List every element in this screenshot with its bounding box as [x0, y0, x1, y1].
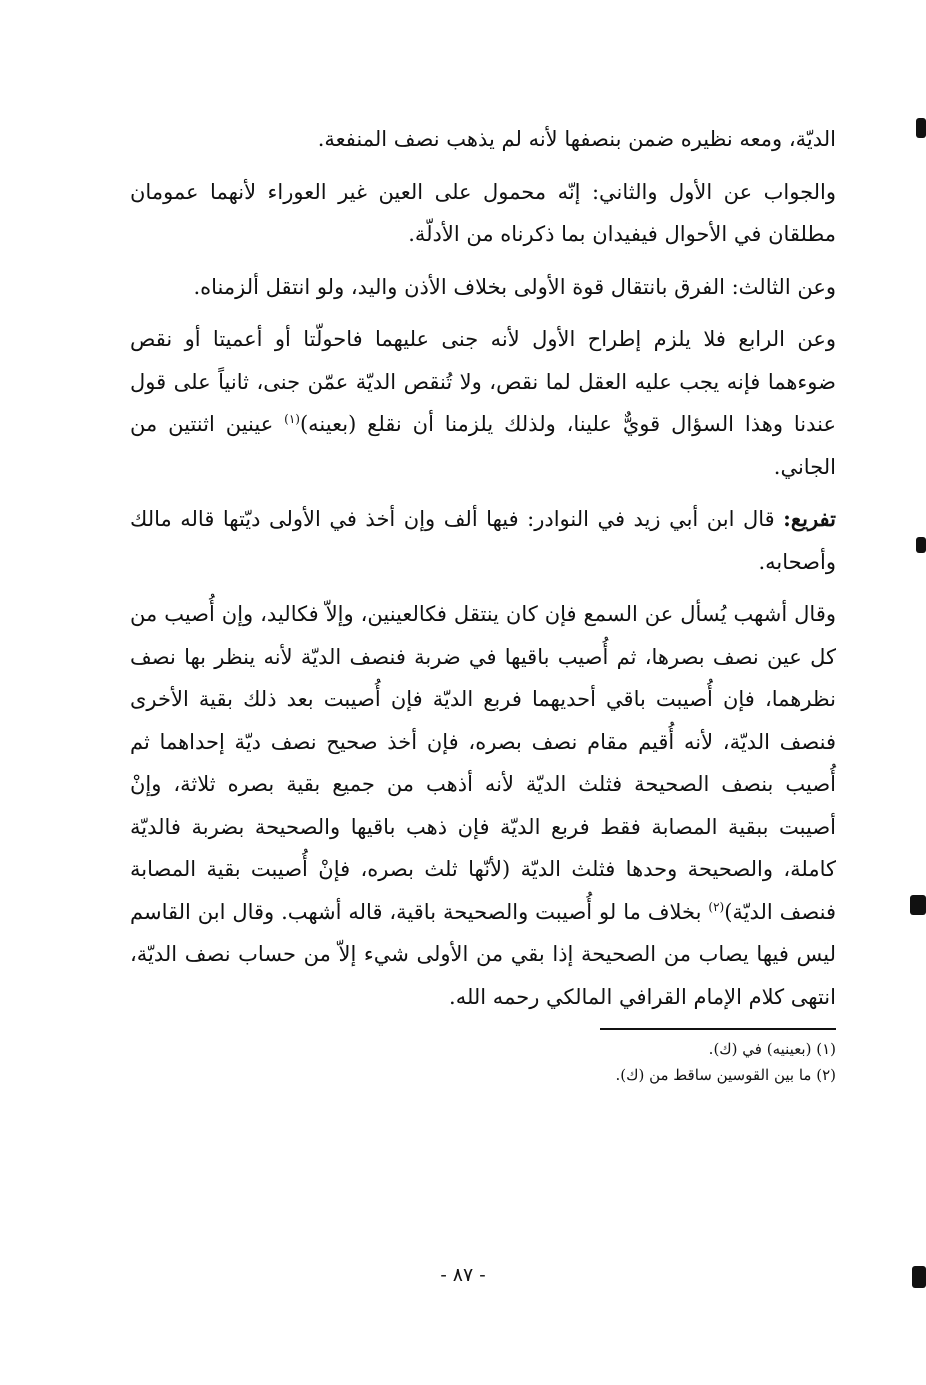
paragraph-2 — [130, 171, 836, 256]
footnote-ref-2[interactable]: (٢) — [708, 899, 725, 914]
paragraph-3 — [130, 266, 836, 309]
paragraph-4 — [130, 318, 836, 488]
footnote-2: (٢) ما بين القوسين ساقط من (ك). — [615, 1066, 836, 1084]
edge-mark — [916, 118, 926, 138]
paragraph-1 — [130, 118, 836, 161]
paragraph-4-text-a: وعن الرابع فلا يلزم إطراح الأول لأنه جنى عليهما فاحولّتا أو أعميتا أو نقص ضوءهما فإنه يجب عليه العقل لما نقص، ولا تُنقص الديّة عمّن جنى، ثانياً على قول عندنا وهذا السؤال قويٌّ علينا، ولذلك يلزمنا أن نقلع (بعينه) — [130, 327, 836, 436]
footnote-1: (١) (بعينيه) في (ك). — [708, 1040, 836, 1058]
page-body — [130, 118, 836, 1318]
paragraph-4-text-b: عينين اثنتين من الجاني. — [130, 412, 836, 479]
footnote-ref-1[interactable]: (١) — [284, 412, 300, 426]
paragraph-6-text-b: بخلاف ما لو أُصيبت والصحيحة باقية، قاله أشهب. وقال ابن القاسم ليس فيها يصاب من الصحيحة إذا بقي من الأولى شيء إلاّ من حساب نصف الديّة، انتهى كلام الإمام القرافي المالكي رحمه الله. — [130, 899, 836, 1009]
page-number: - ٨٧ - — [440, 1264, 486, 1286]
paragraph-2-text: والجواب عن الأول والثاني: إنّه محمول على العين غير العوراء لأنهما عمومان مطلقان في الأحوال فيفيدان بما ذكرناه من الأدلّة. — [130, 179, 836, 246]
footnotes — [130, 1036, 836, 1088]
paragraph-5-text: قال ابن أبي زيد في النوادر: فيها ألف وإن أخذ في الأولى ديّتها قاله مالك وأصحابه. — [130, 507, 836, 574]
paragraph-1-text: الديّة، ومعه نظيره ضمن بنصفها لأنه لم يذهب نصف المنفعة. — [317, 127, 836, 151]
tafri-heading: تفريع: — [783, 506, 836, 531]
paragraph-6 — [130, 593, 836, 1018]
edge-mark — [910, 895, 926, 915]
edge-mark — [916, 537, 926, 553]
paragraph-5 — [130, 498, 836, 583]
footnote-divider — [600, 1028, 836, 1030]
paragraph-6-text-a: وقال أشهب يُسأل عن السمع فإن كان ينتقل فكالعينين، وإلاّ فكاليد، وإن أُصيب من كل عين نصف بصرها، ثم أُصيب باقيها في ضربة فنصف الديّة لأنه ينظر بها نصف نظرهما، فإن أُصيبت باقي أحديهما فربع الديّة فإن أُصيبت بعد ذلك بقية الأخرى فنصف الديّة، لأنه أُقيم مقام نصف بصره، فإن أخذ صحيح نصف ديّة إحداهما ثم أُصيب بنصف الصحيحة فثلث الديّة لأنه أذهب من جميع بقية بصره ثلاثة، وإنْ أصيبت ببقية المصابة فقط فربع الديّة فإن ذهب باقيها والصحيحة بضربة فالديّة كاملة، والصحيحة وحدها فثلث الديّة (لأنّها ثلث بصره، فإنْ أُصيبت بقية المصابة فنصف الديّة) — [130, 602, 836, 924]
paragraph-3-text: وعن الثالث: الفرق بانتقال قوة الأولى بخلاف الأذن واليد، ولو انتقل ألزمناه. — [193, 274, 836, 299]
